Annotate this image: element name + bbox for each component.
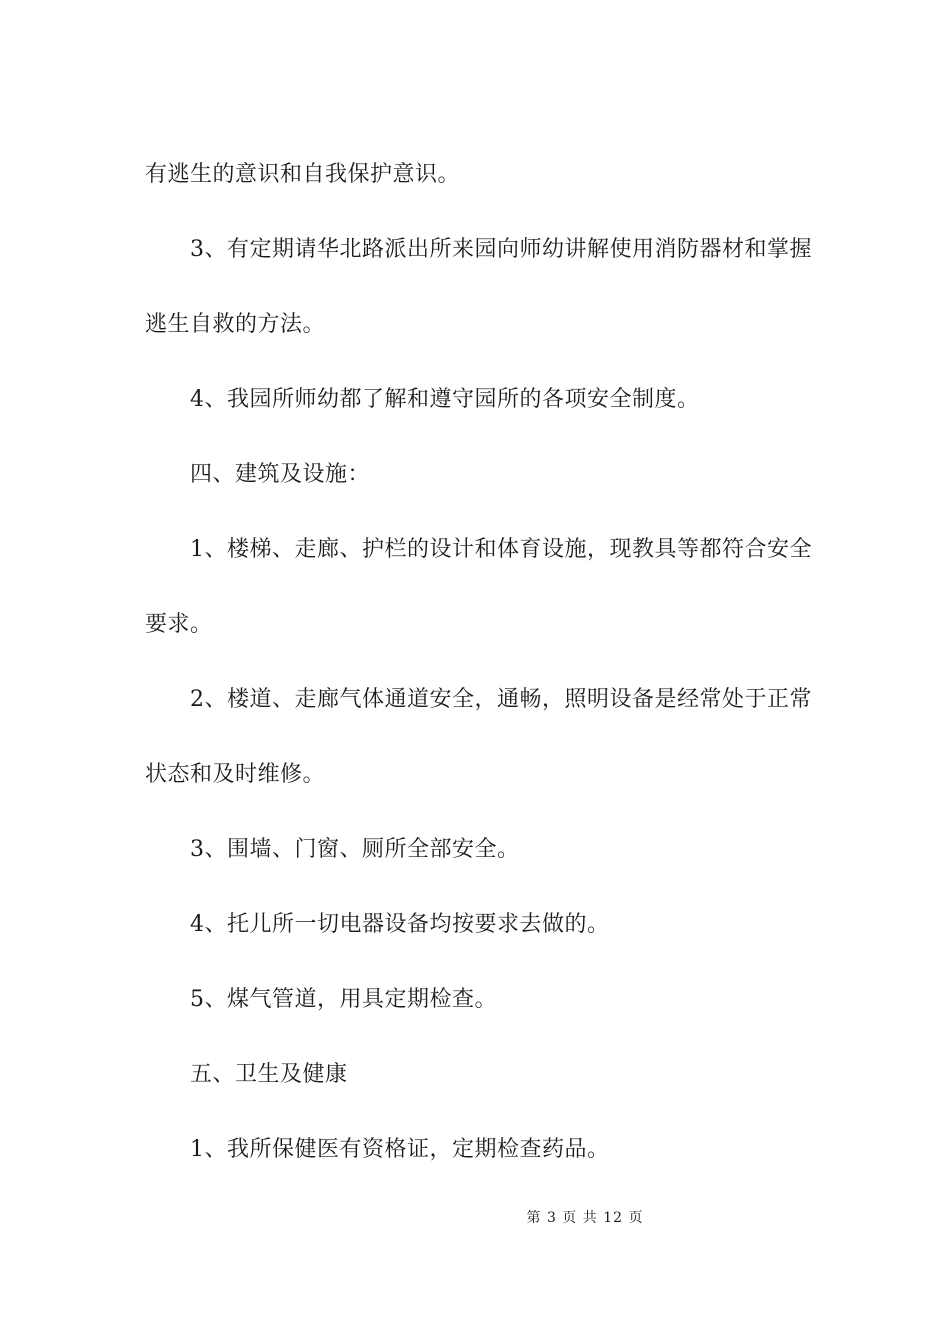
paragraph-line: 状态和及时维修。 (145, 762, 326, 787)
paragraph-line: 4、托儿所一切电器设备均按要求去做的。 (190, 912, 610, 937)
paragraph-line: 逃生自救的方法。 (145, 312, 326, 337)
paragraph-line: 1、我所保健医有资格证，定期检查药品。 (190, 1137, 610, 1162)
paragraph-line: 2、楼道、走廊气体通道安全，通畅，照明设备是经常处于正常 (190, 687, 812, 712)
paragraph-line: 3、围墙、门窗、厕所全部安全。 (190, 837, 520, 862)
paragraph-line: 3、有定期请华北路派出所来园向师幼讲解使用消防器材和掌握 (190, 237, 812, 262)
paragraph-line: 1、楼梯、走廊、护栏的设计和体育设施，现教具等都符合安全 (190, 537, 812, 562)
section-heading: 四、建筑及设施： (190, 462, 371, 487)
paragraph-line: 5、煤气管道，用具定期检查。 (190, 987, 497, 1012)
page-number-footer: 第 3 页 共 12 页 (526, 1210, 644, 1226)
paragraph-line: 要求。 (145, 612, 213, 637)
paragraph-line: 4、我园所师幼都了解和遵守园所的各项安全制度。 (190, 387, 700, 412)
section-heading: 五、卫生及健康 (190, 1062, 348, 1087)
paragraph-line: 有逃生的意识和自我保护意识。 (145, 162, 461, 187)
